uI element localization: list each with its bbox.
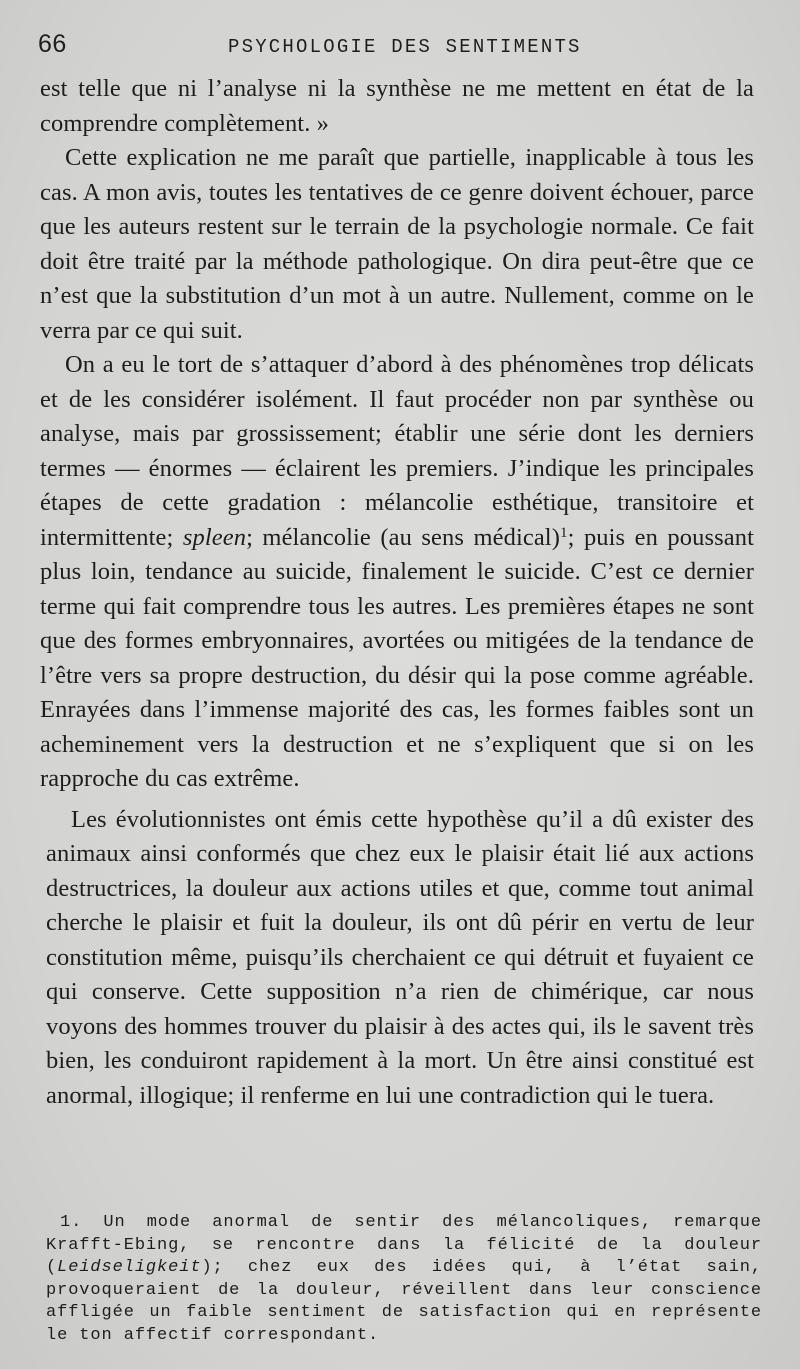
footnote-1: [46, 1212, 762, 1347]
paragraph-3-text-b: ; mélancolie (au sens médical): [246, 523, 560, 551]
paragraph-3-text-a: On a eu le tort de s’attaquer d’abord à des phénomènes trop délicats et de les considérer isolément. Il faut procéder non par synthèse ou analyse, mais par grossissement; établir une série dont les derniers termes — énormes — éclairent les premiers. J’indique les principales étapes de cette gradation : mélancolie esthétique, transitoire et intermittente;: [40, 351, 754, 551]
running-title: PSYCHOLOGIE DES SENTIMENTS: [228, 36, 582, 58]
footnote-italic-term: Leidseligkeit: [57, 1258, 202, 1277]
page-header: [38, 30, 752, 62]
italic-term-spleen: spleen: [182, 523, 247, 551]
footnote-number: 1.: [60, 1213, 83, 1232]
paragraph-1: est telle que ni l’analyse ni la synthèse ne me mettent en état de la comprendre complètement. »: [40, 75, 754, 137]
footnote-section: [46, 1212, 762, 1347]
page-number: 66: [38, 30, 67, 58]
paragraph-3: [40, 348, 754, 797]
footnote-text-a: Un mode anormal de sentir des mélancoliques, remarque Krafft-Ebing, se rencontre dans la félicité de la douleur (: [46, 1213, 762, 1277]
paragraph-3-text-c: ; puis en poussant plus loin, tendance au suicide, finalement le suicide. C’est ce dernier terme qui fait comprendre tous les autres. Les premières étapes ne sont que des formes embryonnaires, avortées ou mitigées de la tendance de l’être vers sa propre destruction, du désir qui la pose comme agréable. Enrayées dans l’immense majorité des cas, les formes faibles sont un acheminement vers la destruction et ne s’expliquent que si on les rapproche du cas extrême.: [40, 523, 754, 792]
footnote-text-b: ); chez eux des idées qui, à l’état sain, provoqueraient de la douleur, réveillent dans leur conscience affligée un faible sentiment de satisfaction qui en représente le ton affectif correspondant.: [46, 1258, 762, 1345]
main-text: [40, 72, 754, 1113]
paragraph-4: Les évolutionnistes ont émis cette hypothèse qu’il a dû exister des animaux ainsi conformés que chez eux le plaisir était lié aux actions destructrices, la douleur aux actions utiles et que, comme tout animal cherche le plaisir et fuit la douleur, ils ont dû périr en vertu de leur constitution même, puisqu’ils cherchaient ce qui détruit et fuyaient ce qui conserve. Cette supposition n’a rien de chimérique, car nous voyons des hommes trouver du plaisir à des actes qui, ils le savent très bien, les conduiront rapidement à la mort. Un être ainsi constitué est anormal, illogique; il renferme en lui une contradiction qui le tuera.: [46, 805, 754, 1109]
paragraph-2: Cette explication ne me paraît que partielle, inapplicable à tous les cas. A mon avis, toutes les tentatives de ce genre doivent échouer, parce que les auteurs restent sur le terrain de la psychologie normale. Ce fait doit être traité par la méthode pathologique. On dira peut-être que ce n’est que la substitution d’un mot à un autre. Nullement, comme on le verra par ce qui suit.: [40, 144, 754, 344]
footnote-reference: 1: [559, 524, 568, 541]
